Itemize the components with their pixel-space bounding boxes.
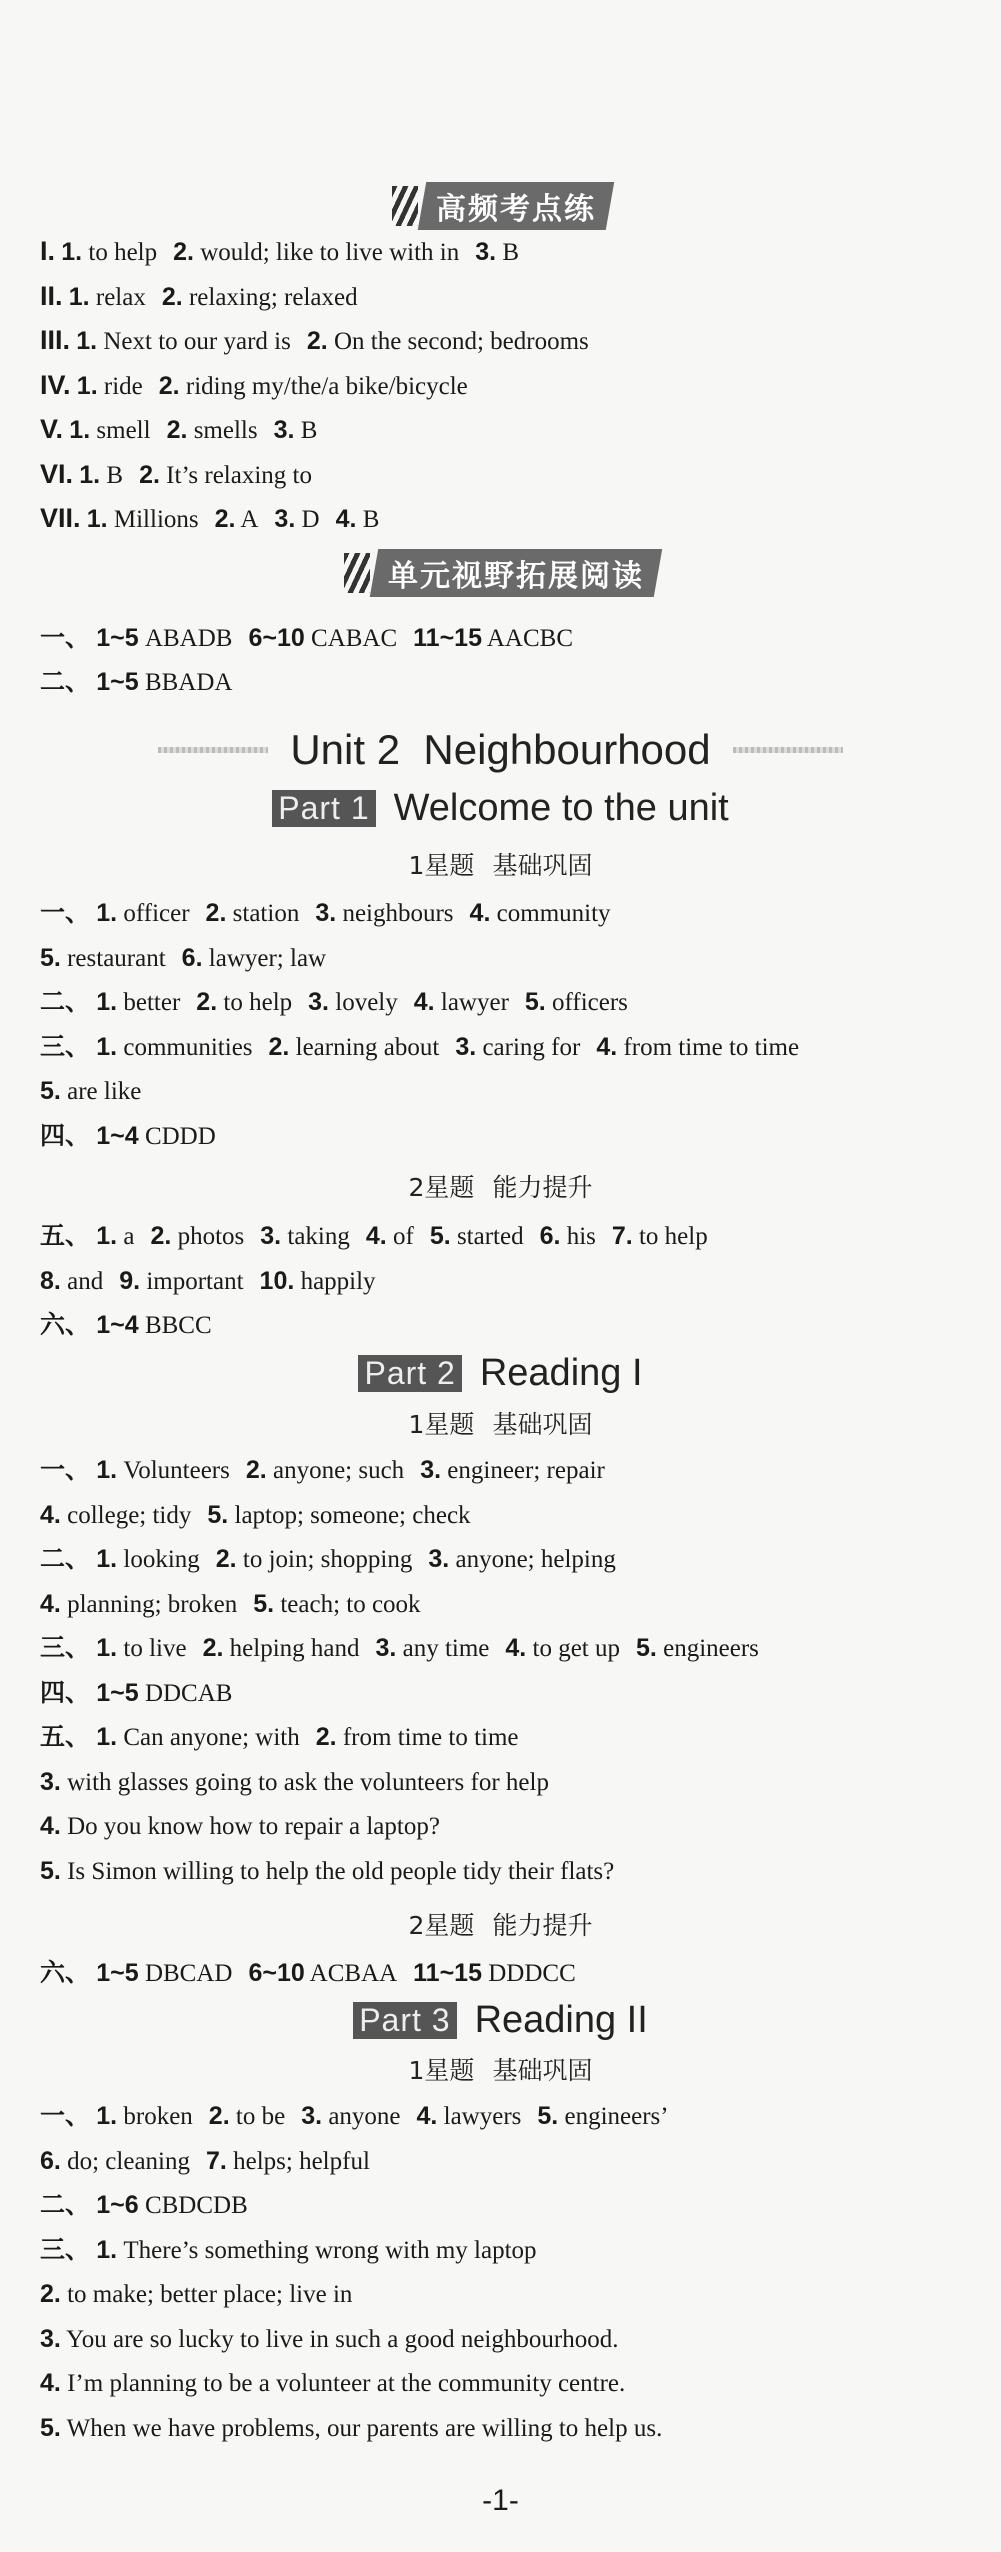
item-number: 4. (413, 988, 435, 1016)
item-answer: Millions (107, 506, 199, 533)
item-answer: to help (632, 1223, 708, 1250)
item-answer: A (235, 506, 259, 533)
item-number: 4. (469, 899, 491, 927)
item-answer: Can anyone; with (117, 1724, 300, 1751)
section-label: 一、 (40, 623, 91, 652)
item-answer: CDDD (138, 1122, 216, 1150)
item-answer: anyone (322, 2103, 401, 2130)
item-answer: photos (171, 1223, 245, 1250)
banner-high-frequency (392, 183, 610, 229)
item-number: 5. (40, 1077, 61, 1105)
item-answer: communities (117, 1033, 253, 1061)
section-label: 二、 (40, 987, 91, 1016)
answer-line (40, 2365, 625, 2402)
item-number: 11~15 (413, 1959, 482, 1987)
section-label: I. (40, 236, 56, 266)
answer-line (40, 940, 326, 977)
item-number: 2. (40, 2280, 61, 2308)
section-label: IV. (40, 369, 71, 400)
section-label: 五、 (40, 1221, 91, 1250)
item-number: 1. (96, 1456, 118, 1484)
section-label: 一、 (40, 898, 91, 927)
item-number: 1. (96, 1032, 118, 1061)
item-number: 6~10 (248, 1959, 305, 1987)
item-number: 3. (428, 1545, 450, 1573)
item-number: 2. (315, 1723, 337, 1751)
item-answer: lawyers (437, 2103, 522, 2130)
item-number: 4. (416, 2102, 438, 2130)
item-number: 1. (96, 1222, 118, 1250)
item-number: 3. (274, 505, 296, 533)
item-answer: officers (545, 989, 628, 1016)
item-answer: B (496, 239, 520, 266)
item-answer: restaurant (60, 944, 166, 972)
banner-label: 高频考点练 (435, 192, 596, 227)
item-number: 2. (205, 899, 227, 927)
item-number: 4. (335, 505, 357, 533)
item-number: 5. (524, 988, 546, 1016)
item-number: 4. (40, 1589, 61, 1618)
item-number: 1~4 (96, 1311, 139, 1339)
item-number: 1~5 (96, 1959, 139, 1987)
answer-line (40, 1307, 212, 1344)
item-number: 4. (40, 2369, 61, 2397)
page-number: -1- (482, 2484, 519, 2517)
section-label: 二、 (40, 1544, 91, 1573)
answer-line (40, 1541, 616, 1578)
item-number: 1. (96, 1634, 118, 1662)
section-label: VII. (40, 503, 81, 533)
answer-line (40, 2187, 248, 2224)
item-number: 2. (202, 1634, 224, 1662)
item-answer: B (294, 417, 318, 444)
item-number: 4. (365, 1222, 387, 1250)
item-answer: It’s relaxing to (159, 461, 312, 489)
item-number: 3. (375, 1634, 397, 1662)
item-number: 2. (208, 2102, 230, 2130)
item-answer: You are so lucky to live in such a good neighbourhood. (60, 2325, 619, 2353)
unit-title (0, 722, 1001, 778)
unit-title-text: Unit 2 Neighbourhood (290, 726, 711, 773)
item-answer: community (490, 900, 611, 927)
answer-line (40, 278, 358, 316)
item-answer: important (140, 1267, 244, 1295)
item-number: 9. (119, 1266, 141, 1295)
level-heading: 1星题 基础巩固 (408, 1410, 593, 1439)
section-label: III. (40, 325, 71, 355)
answer-line (40, 1452, 605, 1489)
part-title: Welcome to the unit (393, 786, 729, 829)
decorative-rule (733, 747, 843, 753)
item-answer: helping hand (223, 1635, 360, 1662)
answer-line (40, 2098, 669, 2135)
slash-decoration-icon (344, 553, 370, 593)
item-number: 6~10 (248, 624, 305, 652)
item-number: 11~15 (413, 624, 482, 652)
answer-line (40, 1719, 519, 1756)
item-answer: officer (117, 900, 190, 927)
item-number: 3. (308, 988, 330, 1016)
item-answer: relax (89, 283, 146, 311)
item-answer: a (117, 1223, 135, 1250)
item-number: 5. (207, 1500, 229, 1529)
item-number: 3. (260, 1222, 282, 1250)
item-number: 2. (245, 1456, 267, 1484)
item-answer: to make; better place; live in (60, 2281, 353, 2308)
item-answer: There’s something wrong with my laptop (117, 2236, 537, 2264)
item-answer: lawyer (434, 989, 509, 1016)
item-number: 1. (76, 371, 98, 400)
item-number: 3. (40, 2324, 61, 2353)
item-number: 3. (40, 1767, 61, 1796)
item-answer: BBADA (138, 669, 233, 696)
item-number: 1. (86, 505, 108, 533)
item-number: 4. (505, 1634, 527, 1662)
item-answer: happily (294, 1267, 376, 1295)
item-answer: to live (117, 1635, 187, 1662)
item-answer: to help (82, 239, 158, 266)
part-badge: Part 3 (353, 2002, 456, 2039)
item-answer: DDCAB (138, 1679, 233, 1707)
item-number: 8. (40, 1266, 61, 1295)
item-answer: to help (217, 989, 293, 1016)
answer-line (40, 2276, 352, 2313)
item-answer: DDDCC (482, 1960, 576, 1987)
section-label: 四、 (40, 1120, 91, 1150)
part-title: Reading I (479, 1351, 643, 1394)
item-answer: CBDCDB (138, 2192, 248, 2219)
item-answer: ride (97, 372, 143, 400)
item-number: 3. (475, 238, 497, 266)
item-number: 2. (214, 505, 236, 533)
answer-line (40, 1497, 471, 1534)
slash-decoration-icon (392, 186, 418, 226)
answer-line (40, 2143, 370, 2180)
answer-line (40, 411, 317, 449)
section-label: 五、 (40, 1722, 91, 1751)
item-answer: CABAC (304, 625, 398, 652)
item-answer: lovely (329, 989, 398, 1016)
item-answer: college; tidy (60, 1501, 192, 1529)
item-number: 3. (301, 2102, 323, 2130)
item-number: 5. (636, 1634, 657, 1662)
section-label: 四、 (40, 1677, 91, 1707)
item-number: 6. (40, 2146, 61, 2175)
item-answer: helps; helpful (226, 2147, 370, 2175)
item-number: 1. (96, 2235, 118, 2264)
item-number: 1. (96, 899, 118, 927)
answer-line (40, 233, 519, 271)
answer-line (40, 895, 611, 932)
item-number: 1. (96, 988, 118, 1016)
answer-line (40, 1675, 232, 1712)
item-answer: laptop; someone; check (228, 1501, 471, 1529)
answer-line (40, 1630, 759, 1667)
answer-line (40, 1764, 549, 1801)
answer-line (40, 322, 589, 360)
item-answer: On the second; bedrooms (327, 328, 589, 355)
item-answer: caring for (476, 1033, 581, 1061)
item-number: 2. (268, 1032, 290, 1061)
item-answer: smell (90, 417, 151, 444)
item-number: 4. (596, 1032, 618, 1061)
item-answer: with glasses going to ask the volunteers for help (60, 1768, 549, 1796)
answer-line (40, 2321, 618, 2358)
answer-line (40, 456, 312, 494)
item-answer: DBCAD (138, 1960, 233, 1987)
item-answer: Do you know how to repair a laptop? (60, 1813, 440, 1840)
item-number: 1. (96, 1545, 118, 1573)
answer-line (40, 1218, 708, 1255)
part-badge: Part 1 (272, 790, 375, 827)
item-number: 2. (139, 460, 160, 489)
item-number: 3. (455, 1032, 477, 1061)
item-number: 3. (273, 416, 295, 444)
item-answer: better (117, 989, 181, 1016)
part-title: Reading II (474, 1998, 648, 2041)
item-answer: relaxing; relaxed (182, 283, 358, 311)
part-badge: Part 2 (358, 1355, 461, 1392)
answer-line (40, 2410, 662, 2447)
item-answer: from time to time (336, 1724, 519, 1751)
item-answer: broken (117, 2103, 193, 2130)
item-answer: teach; to cook (274, 1590, 421, 1618)
item-answer: AACBC (482, 625, 574, 652)
item-number: 1. (96, 2102, 118, 2130)
item-number: 1. (69, 416, 91, 444)
answer-line (40, 620, 573, 657)
item-number: 6. (539, 1222, 561, 1250)
item-answer: lawyer; law (202, 944, 327, 972)
section-label: 六、 (40, 1958, 91, 1987)
answer-line (40, 367, 468, 405)
answer-line (40, 1073, 141, 1110)
item-answer: engineer; repair (441, 1457, 605, 1484)
item-number: 4. (40, 1812, 61, 1840)
item-answer: ACBAA (304, 1960, 398, 1987)
section-label: 一、 (40, 1455, 91, 1484)
item-number: 5. (40, 1856, 61, 1885)
item-answer: planning; broken (60, 1590, 238, 1618)
item-answer: started (450, 1223, 524, 1250)
item-number: 1~4 (96, 1121, 139, 1150)
item-number: 7. (611, 1222, 633, 1250)
level-heading: 2星题 能力提升 (408, 1173, 593, 1202)
item-answer: When we have problems, our parents are willing to help us. (60, 2414, 663, 2442)
item-answer: engineers’ (558, 2103, 669, 2130)
section-label: 三、 (40, 1031, 91, 1061)
item-number: 1. (68, 282, 90, 311)
item-answer: to get up (526, 1635, 621, 1662)
section-label: 六、 (40, 1310, 91, 1339)
part2-heading (0, 1348, 1001, 1398)
item-answer: B (356, 506, 380, 533)
part3-heading (0, 1995, 1001, 2045)
item-number: 2. (215, 1545, 237, 1573)
level-heading: 1星题 基础巩固 (408, 2056, 593, 2085)
item-answer: station (226, 900, 300, 927)
item-answer: neighbours (336, 900, 454, 927)
banner-extended-reading (344, 550, 658, 596)
answer-line (40, 1808, 440, 1845)
answer-line (40, 2232, 537, 2269)
level-heading: 2星题 能力提升 (408, 1911, 593, 1940)
item-answer: Is Simon willing to help the old people tidy their flats? (60, 1857, 615, 1885)
item-answer: looking (117, 1546, 200, 1573)
answer-line (40, 1853, 614, 1890)
answer-line (40, 1263, 376, 1300)
section-label: 二、 (40, 667, 91, 696)
item-number: 1~5 (96, 668, 139, 696)
item-number: 2. (158, 371, 180, 400)
item-answer: anyone; such (266, 1457, 405, 1484)
item-number: 2. (306, 327, 328, 355)
item-number: 5. (40, 2413, 61, 2442)
answer-line (40, 1586, 421, 1623)
item-answer: of (386, 1223, 414, 1250)
part1-heading (0, 783, 1001, 833)
answer-line (40, 1029, 799, 1066)
item-number: 10. (259, 1266, 295, 1295)
section-label: 三、 (40, 2234, 91, 2264)
item-answer: BBCC (138, 1312, 212, 1339)
item-number: 3. (315, 899, 337, 927)
item-answer: do; cleaning (60, 2147, 190, 2175)
item-number: 1~5 (96, 624, 139, 652)
item-number: 4. (40, 1500, 61, 1529)
section-label: 一、 (40, 2101, 91, 2130)
item-answer: smells (187, 417, 258, 444)
item-number: 1~5 (96, 1678, 139, 1707)
item-answer: taking (281, 1223, 350, 1250)
item-answer: to be (229, 2103, 286, 2130)
item-number: 5. (40, 943, 61, 972)
item-number: 7. (206, 2146, 227, 2175)
item-number: 5. (253, 1589, 275, 1618)
item-answer: Volunteers (117, 1457, 230, 1484)
item-answer: ABADB (138, 625, 233, 652)
item-answer: his (560, 1223, 596, 1250)
item-answer: learning about (289, 1033, 440, 1061)
item-answer: B (100, 461, 124, 489)
item-number: 2. (173, 238, 194, 266)
item-number: 1. (96, 1723, 118, 1751)
item-number: 1. (61, 238, 83, 266)
item-answer: would; like to live with in (193, 239, 460, 266)
item-answer: anyone; helping (449, 1546, 616, 1573)
level-heading: 1星题 基础巩固 (408, 851, 593, 880)
section-label: 三、 (40, 1633, 91, 1662)
item-number: 1~6 (96, 2191, 139, 2219)
item-number: 5. (537, 2102, 559, 2130)
section-label: V. (40, 414, 64, 444)
answer-line (40, 1955, 576, 1992)
item-number: 1. (76, 327, 98, 355)
answer-line (40, 984, 628, 1021)
item-answer: to join; shopping (236, 1546, 413, 1573)
item-answer: D (295, 506, 320, 533)
section-label: II. (40, 280, 63, 311)
answer-line (40, 664, 232, 701)
answer-line (40, 1118, 216, 1155)
item-answer: any time (396, 1635, 490, 1662)
item-answer: engineers (656, 1635, 759, 1662)
section-label: 二、 (40, 2190, 91, 2219)
item-number: 5. (429, 1222, 451, 1250)
decorative-rule (158, 747, 268, 753)
item-answer: Next to our yard is (97, 328, 291, 355)
section-label: VI. (40, 458, 74, 489)
item-answer: riding my/the/a bike/bicycle (179, 372, 468, 400)
item-number: 3. (420, 1456, 442, 1484)
item-number: 1. (79, 460, 101, 489)
banner-label: 单元视野拓展阅读 (387, 559, 644, 594)
item-number: 2. (161, 282, 183, 311)
item-answer: are like (60, 1078, 142, 1105)
item-number: 2. (150, 1222, 172, 1250)
item-number: 2. (196, 988, 218, 1016)
item-number: 6. (181, 943, 203, 972)
item-answer: and (60, 1267, 104, 1295)
item-answer: from time to time (617, 1033, 800, 1061)
item-number: 2. (166, 416, 188, 444)
item-answer: I’m planning to be a volunteer at the community centre. (60, 2370, 626, 2397)
answer-line (40, 500, 379, 538)
